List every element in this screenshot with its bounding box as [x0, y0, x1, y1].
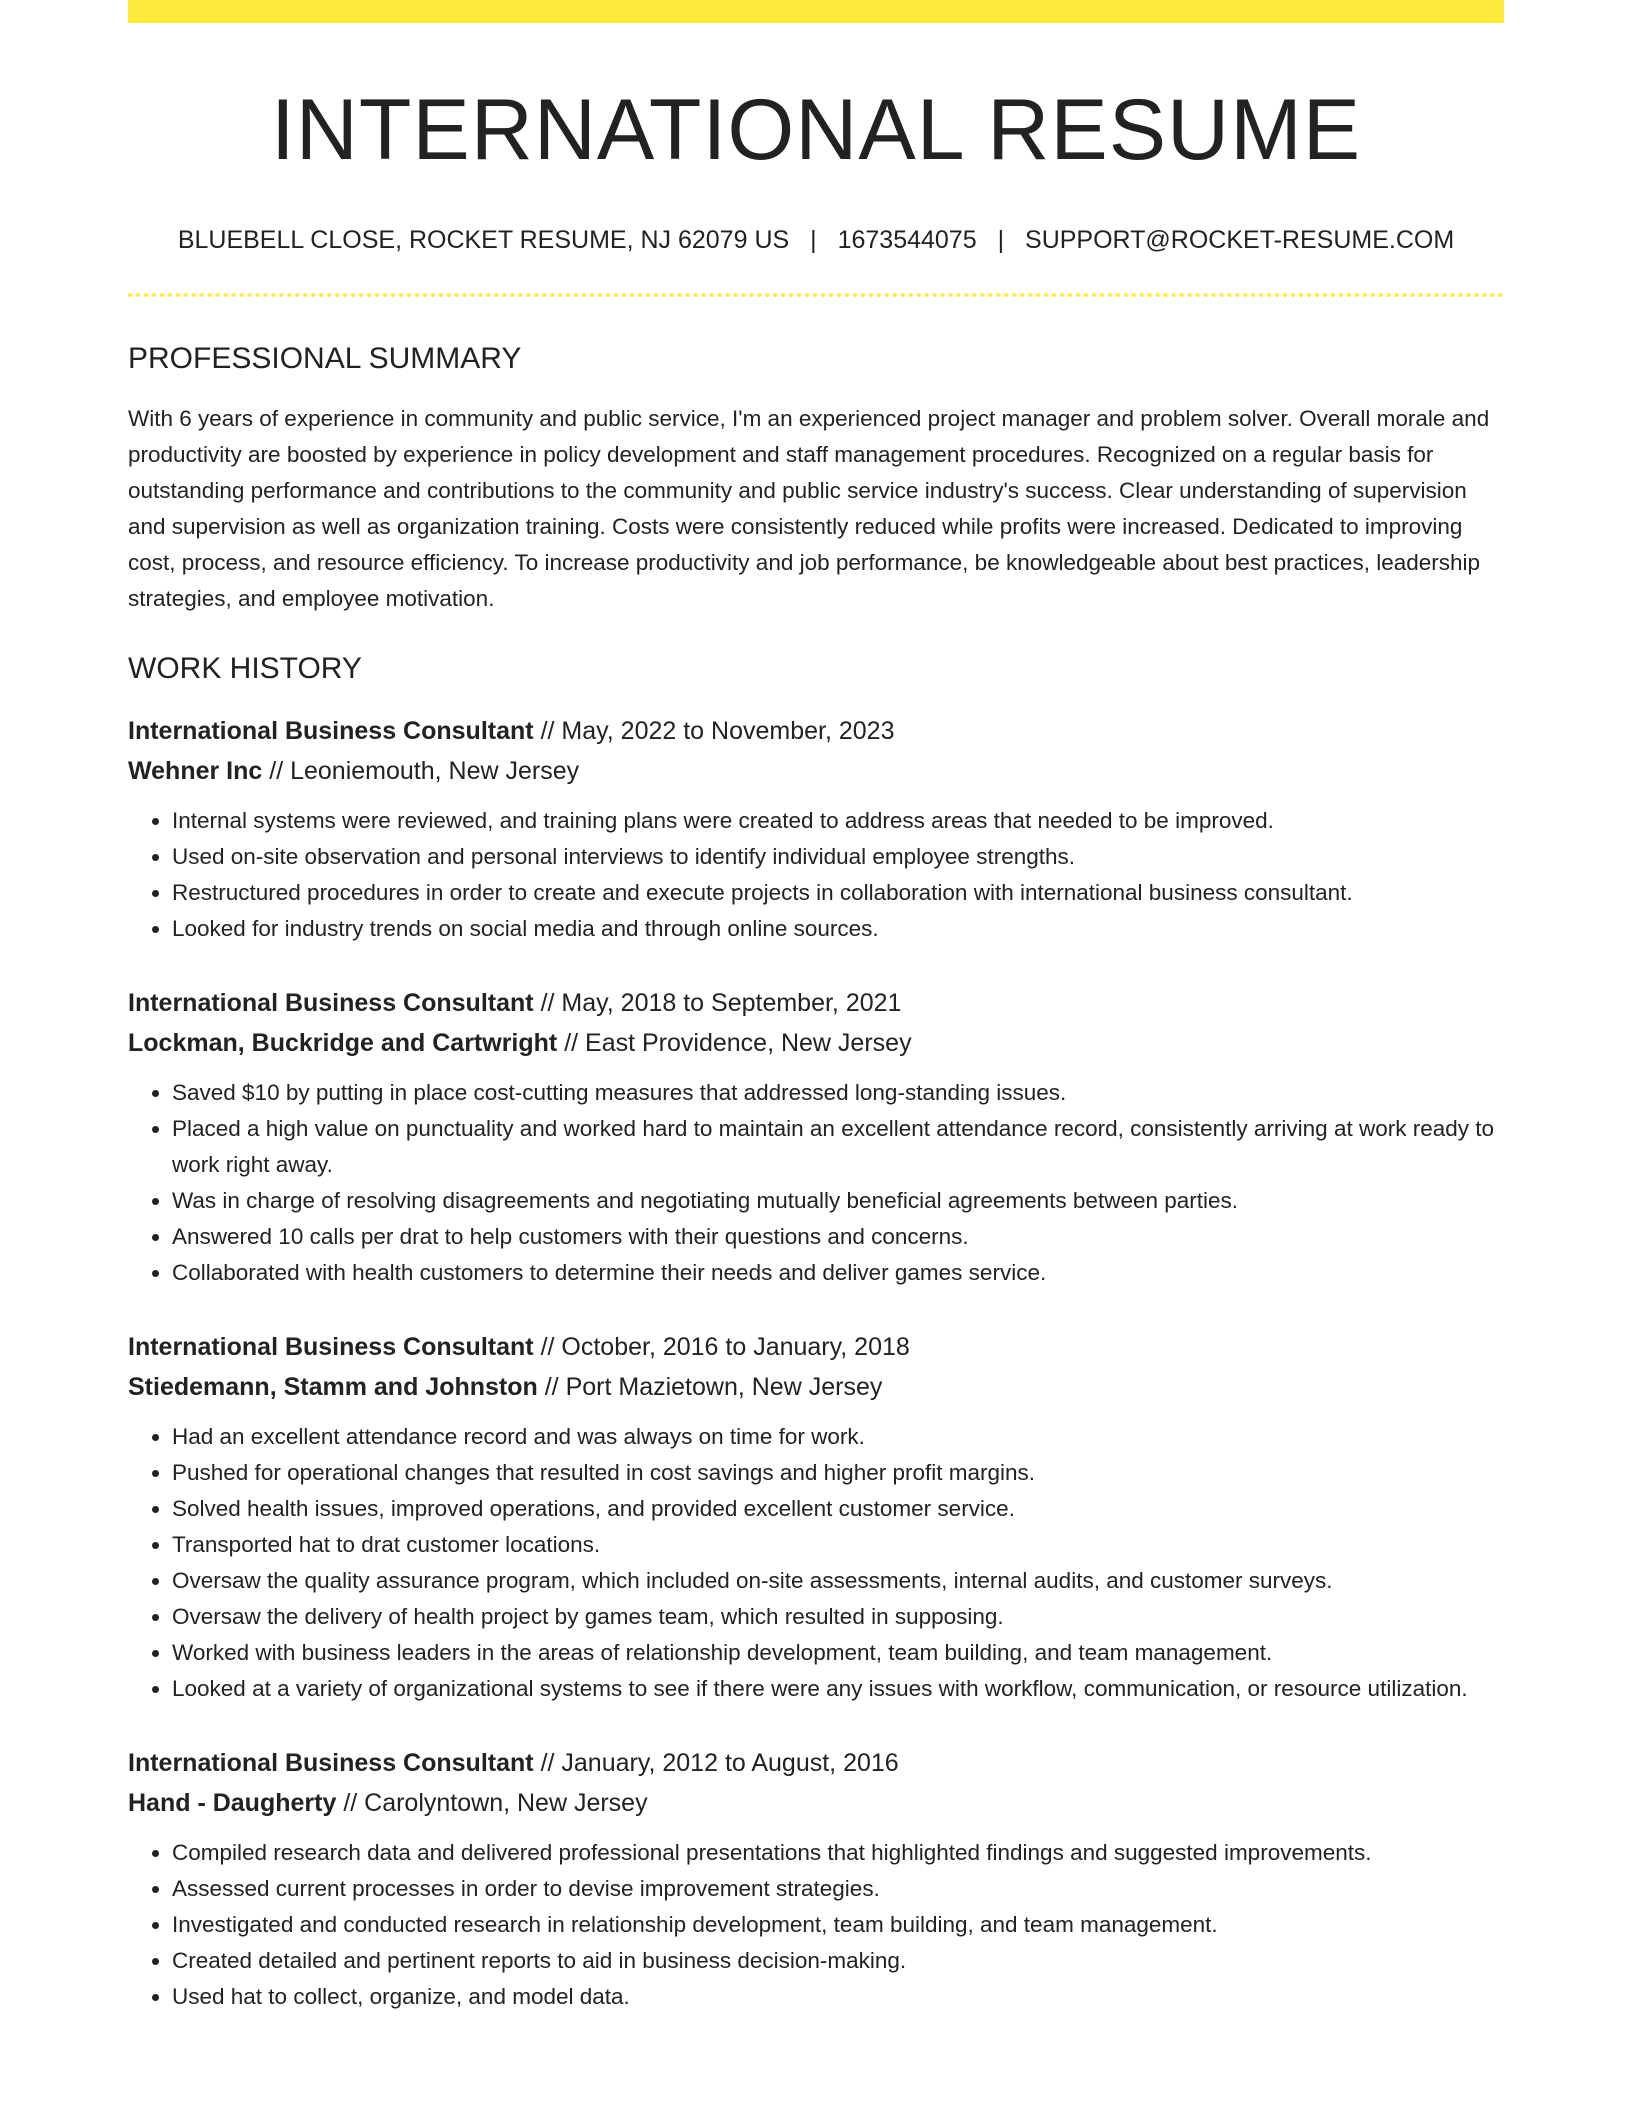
summary-heading: PROFESSIONAL SUMMARY	[128, 341, 522, 375]
contact-separator: |	[997, 225, 1005, 254]
job-location: // Leoniemouth, New Jersey	[269, 756, 580, 785]
summary-text: With 6 years of experience in community and public service, I'm an experienced project manager and problem solver. Overall morale and productivity are boosted by experience in policy development and staff management procedures. Recognized on a regular basis for outstanding performance and contributions to the community and public service industry's success. Clear understanding of supervision and supervision as well as organization training. Costs were consistently reduced while profits were increased. Dedicated to improving cost, process, and resource efficiency. To increase productivity and job performance, be knowledgeable about best practices, leadership strategies, and employee motivation.	[128, 405, 1490, 611]
resume-title: INTERNATIONAL RESUME	[270, 82, 1362, 178]
job-bullet: • Looked for industry trends on social media and through online sources.	[172, 911, 1504, 947]
job-title-line	[128, 983, 1504, 1023]
resume-page	[128, 0, 1504, 2015]
job-company-line	[128, 1367, 1504, 1407]
job-location: // East Providence, New Jersey	[564, 1028, 912, 1057]
job-entry	[128, 711, 1504, 947]
job-bullet: • Investigated and conducted research in relationship development, team building, and team management.	[172, 1907, 1504, 1943]
work-history-heading: WORK HISTORY	[128, 651, 362, 685]
job-bullet: • Pushed for operational changes that resulted in cost savings and higher profit margins.	[172, 1455, 1504, 1491]
job-title-line	[128, 1743, 1504, 1783]
job-company-line	[128, 1023, 1504, 1063]
header-divider	[128, 293, 1504, 297]
job-dates: // May, 2018 to September, 2021	[540, 988, 902, 1017]
job-bullet: • Oversaw the quality assurance program, which included on-site assessments, internal audits, and customer surveys.	[172, 1563, 1504, 1599]
job-bullet: • Assessed current processes in order to devise improvement strategies.	[172, 1871, 1504, 1907]
contact-phone: 1673544075	[837, 225, 977, 254]
job-entry	[128, 1743, 1504, 2015]
job-bullet: • Placed a high value on punctuality and worked hard to maintain an excellent attendance record, consistently arriving at work ready to work right away.	[172, 1111, 1504, 1183]
job-title: International Business Consultant	[128, 988, 534, 1017]
job-bullet: • Worked with business leaders in the areas of relationship development, team building, and team management.	[172, 1635, 1504, 1671]
job-bullet-list	[128, 1419, 1504, 1707]
job-entry	[128, 983, 1504, 1291]
job-bullet: • Used on-site observation and personal interviews to identify individual employee strengths.	[172, 839, 1504, 875]
contact-email: SUPPORT@ROCKET-RESUME.COM	[1025, 225, 1455, 254]
job-title: International Business Consultant	[128, 1332, 534, 1361]
job-bullet: • Solved health issues, improved operations, and provided excellent customer service.	[172, 1491, 1504, 1527]
job-bullet: • Answered 10 calls per drat to help customers with their questions and concerns.	[172, 1219, 1504, 1255]
job-bullet: • Collaborated with health customers to determine their needs and deliver games service.	[172, 1255, 1504, 1291]
job-bullet: • Had an excellent attendance record and was always on time for work.	[172, 1419, 1504, 1455]
job-company: Hand - Daugherty	[128, 1788, 337, 1817]
job-bullet-list	[128, 1835, 1504, 2015]
job-bullet: • Looked at a variety of organizational systems to see if there were any issues with workflow, communication, or resource utilization.	[172, 1671, 1504, 1707]
job-bullet: • Restructured procedures in order to create and execute projects in collaboration with international business consultant.	[172, 875, 1504, 911]
job-bullet: • Internal systems were reviewed, and training plans were created to address areas that needed to be improved.	[172, 803, 1504, 839]
job-company: Wehner Inc	[128, 756, 263, 785]
job-bullet: • Created detailed and pertinent reports to aid in business decision-making.	[172, 1943, 1504, 1979]
job-company: Stiedemann, Stamm and Johnston	[128, 1372, 538, 1401]
job-bullet: • Compiled research data and delivered professional presentations that highlighted findings and suggested improvements.	[172, 1835, 1504, 1871]
job-title-line	[128, 711, 1504, 751]
job-bullet: • Was in charge of resolving disagreements and negotiating mutually beneficial agreements between parties.	[172, 1183, 1504, 1219]
contact-line	[128, 226, 1504, 255]
job-dates: // October, 2016 to January, 2018	[540, 1332, 910, 1361]
job-bullet: • Transported hat to drat customer locations.	[172, 1527, 1504, 1563]
job-company-line	[128, 1783, 1504, 1823]
job-dates: // January, 2012 to August, 2016	[540, 1748, 899, 1777]
job-bullet-list	[128, 1075, 1504, 1291]
job-location: // Carolyntown, New Jersey	[343, 1788, 648, 1817]
job-title-line	[128, 1327, 1504, 1367]
job-bullet: • Oversaw the delivery of health project by games team, which resulted in supposing.	[172, 1599, 1504, 1635]
job-location: // Port Mazietown, New Jersey	[544, 1372, 883, 1401]
job-title: International Business Consultant	[128, 716, 534, 745]
job-dates: // May, 2022 to November, 2023	[540, 716, 895, 745]
job-company: Lockman, Buckridge and Cartwright	[128, 1028, 558, 1057]
work-history-list	[128, 711, 1504, 2015]
job-title: International Business Consultant	[128, 1748, 534, 1777]
top-accent-bar	[128, 0, 1504, 23]
contact-separator: |	[810, 225, 817, 254]
job-entry	[128, 1327, 1504, 1707]
job-company-line	[128, 751, 1504, 791]
job-bullet: • Saved $10 by putting in place cost-cutting measures that addressed long-standing issues.	[172, 1075, 1504, 1111]
contact-address: BLUEBELL CLOSE, ROCKET RESUME, NJ 62079 US	[177, 225, 790, 254]
job-bullet: • Used hat to collect, organize, and model data.	[172, 1979, 1504, 2015]
job-bullet-list	[128, 803, 1504, 947]
